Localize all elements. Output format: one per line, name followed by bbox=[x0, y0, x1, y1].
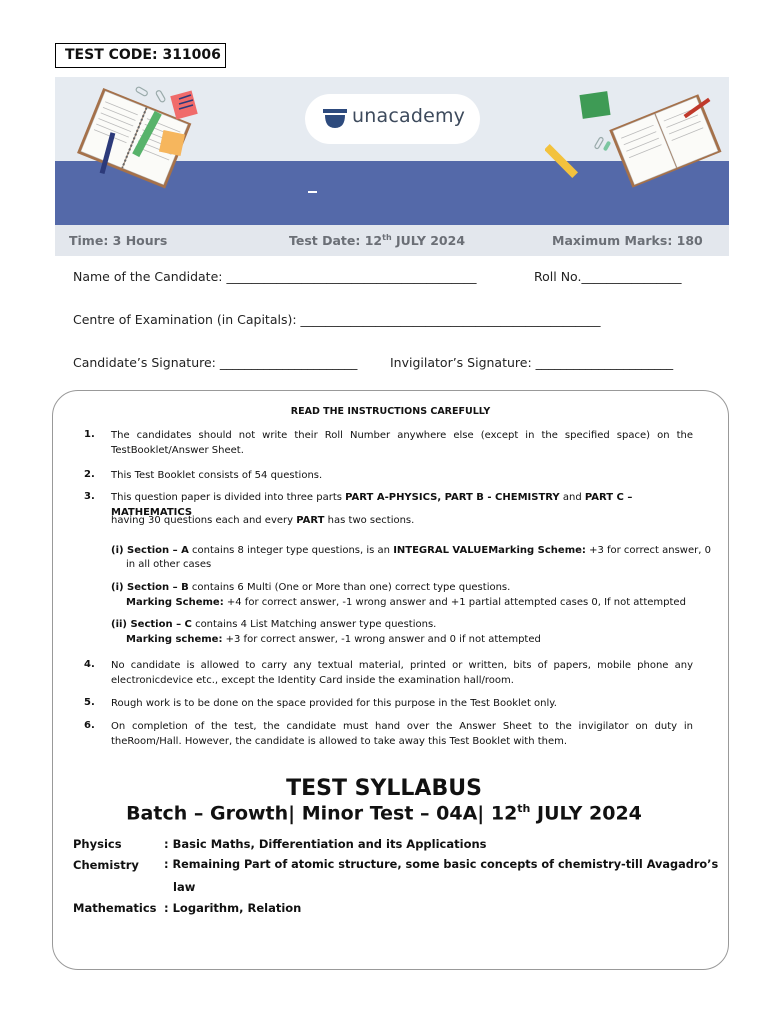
syllabus-topics: : Logarithm, Relation bbox=[164, 901, 302, 915]
candidate-name-field: Name of the Candidate: ________________________________________ bbox=[73, 269, 477, 284]
instruction-number: 2. bbox=[84, 469, 95, 480]
logo-pill bbox=[305, 94, 480, 144]
instruction-text-cont: having 30 questions each and every PART has two sections. bbox=[111, 515, 415, 526]
section-a-text: (i) Section – A contains 8 integer type questions, is an INTEGRAL VALUEMarking Scheme: +3 for correct answer, 0 bbox=[111, 545, 711, 556]
book-illustration-right-icon bbox=[545, 85, 725, 197]
section-a-text-cont: in all other cases bbox=[126, 559, 212, 570]
instruction-text: This question paper is divided into three parts PART A-PHYSICS, PART B - CHEMISTRY and PART C –MATHEMATICS bbox=[111, 492, 633, 518]
brand-name: unacademy bbox=[352, 105, 466, 127]
section-c-scheme: Marking scheme: +3 for correct answer, -1 wrong answer and 0 if not attempted bbox=[126, 634, 541, 645]
paperclip-icon bbox=[133, 85, 173, 107]
banner-info-bar bbox=[55, 225, 729, 256]
test-code-box: TEST CODE: 311006 bbox=[55, 43, 226, 68]
instruction-number: 4. bbox=[84, 659, 95, 670]
instruction-text: The candidates should not write their Roll Number anywhere else (except in the specified space) on the TestBooklet/Answer Sheet. bbox=[111, 430, 693, 456]
time-label: Time: 3 Hours bbox=[69, 233, 168, 248]
syllabus-topics: : Basic Maths, Differentiation and its Applications bbox=[164, 837, 487, 851]
syllabus-subject: Physics bbox=[73, 837, 122, 851]
instruction-number: 6. bbox=[84, 720, 95, 731]
roll-no-field: Roll No.________________ bbox=[534, 269, 682, 284]
syllabus-topics-cont: law bbox=[173, 880, 196, 894]
instruction-text: This Test Booklet consists of 54 questions. bbox=[111, 470, 323, 481]
instruction-number: 1. bbox=[84, 429, 95, 440]
unacademy-logo-icon bbox=[323, 108, 347, 130]
centre-field: Centre of Examination (in Capitals): ________________________________________________ bbox=[73, 312, 601, 327]
syllabus-topics: : Remaining Part of atomic structure, some basic concepts of chemistry-till Avagadro’s bbox=[164, 858, 719, 871]
test-date-label: Test Date: 12th JULY 2024 bbox=[289, 233, 466, 249]
sticky-notes-icon bbox=[167, 85, 212, 125]
header-banner bbox=[55, 77, 729, 256]
max-marks-label: Maximum Marks: 180 bbox=[552, 233, 703, 248]
syllabus-subject: Mathematics bbox=[73, 901, 157, 915]
banner-dash bbox=[308, 191, 317, 193]
invigilator-signature-field: Invigilator’s Signature: ______________________ bbox=[390, 355, 674, 370]
section-c-text: (ii) Section – C contains 4 List Matching answer type questions. bbox=[111, 619, 437, 630]
instructions-title: READ THE INSTRUCTIONS CAREFULLY bbox=[290, 406, 491, 417]
instruction-number: 3. bbox=[84, 491, 95, 502]
section-b-text: (i) Section – B contains 6 Multi (One or More than one) correct type questions. bbox=[111, 582, 511, 593]
syllabus-batch: Batch – Growth| Minor Test – 04A| 12th JULY 2024 bbox=[126, 802, 642, 825]
instruction-number: 5. bbox=[84, 697, 95, 708]
syllabus-subject: Chemistry bbox=[73, 858, 139, 872]
syllabus-title: TEST SYLLABUS bbox=[286, 776, 482, 801]
instruction-text: On completion of the test, the candidate must hand over the Answer Sheet to the invigilator on duty in theRoom/Hall. However, the candidate is allowed to take away this Test Booklet with them. bbox=[111, 721, 693, 747]
candidate-signature-field: Candidate’s Signature: ______________________ bbox=[73, 355, 358, 370]
instruction-text: No candidate is allowed to carry any textual material, printed or written, bits of papers, mobile phone any electronicdevice etc., except the Identity Card inside the examination hall/room. bbox=[111, 660, 693, 686]
instruction-text: Rough work is to be done on the space provided for this purpose in the Test Booklet only. bbox=[111, 698, 557, 709]
section-b-scheme: Marking Scheme: +4 for correct answer, -1 wrong answer and +1 partial attempted cases 0, If not attempted bbox=[126, 597, 686, 608]
